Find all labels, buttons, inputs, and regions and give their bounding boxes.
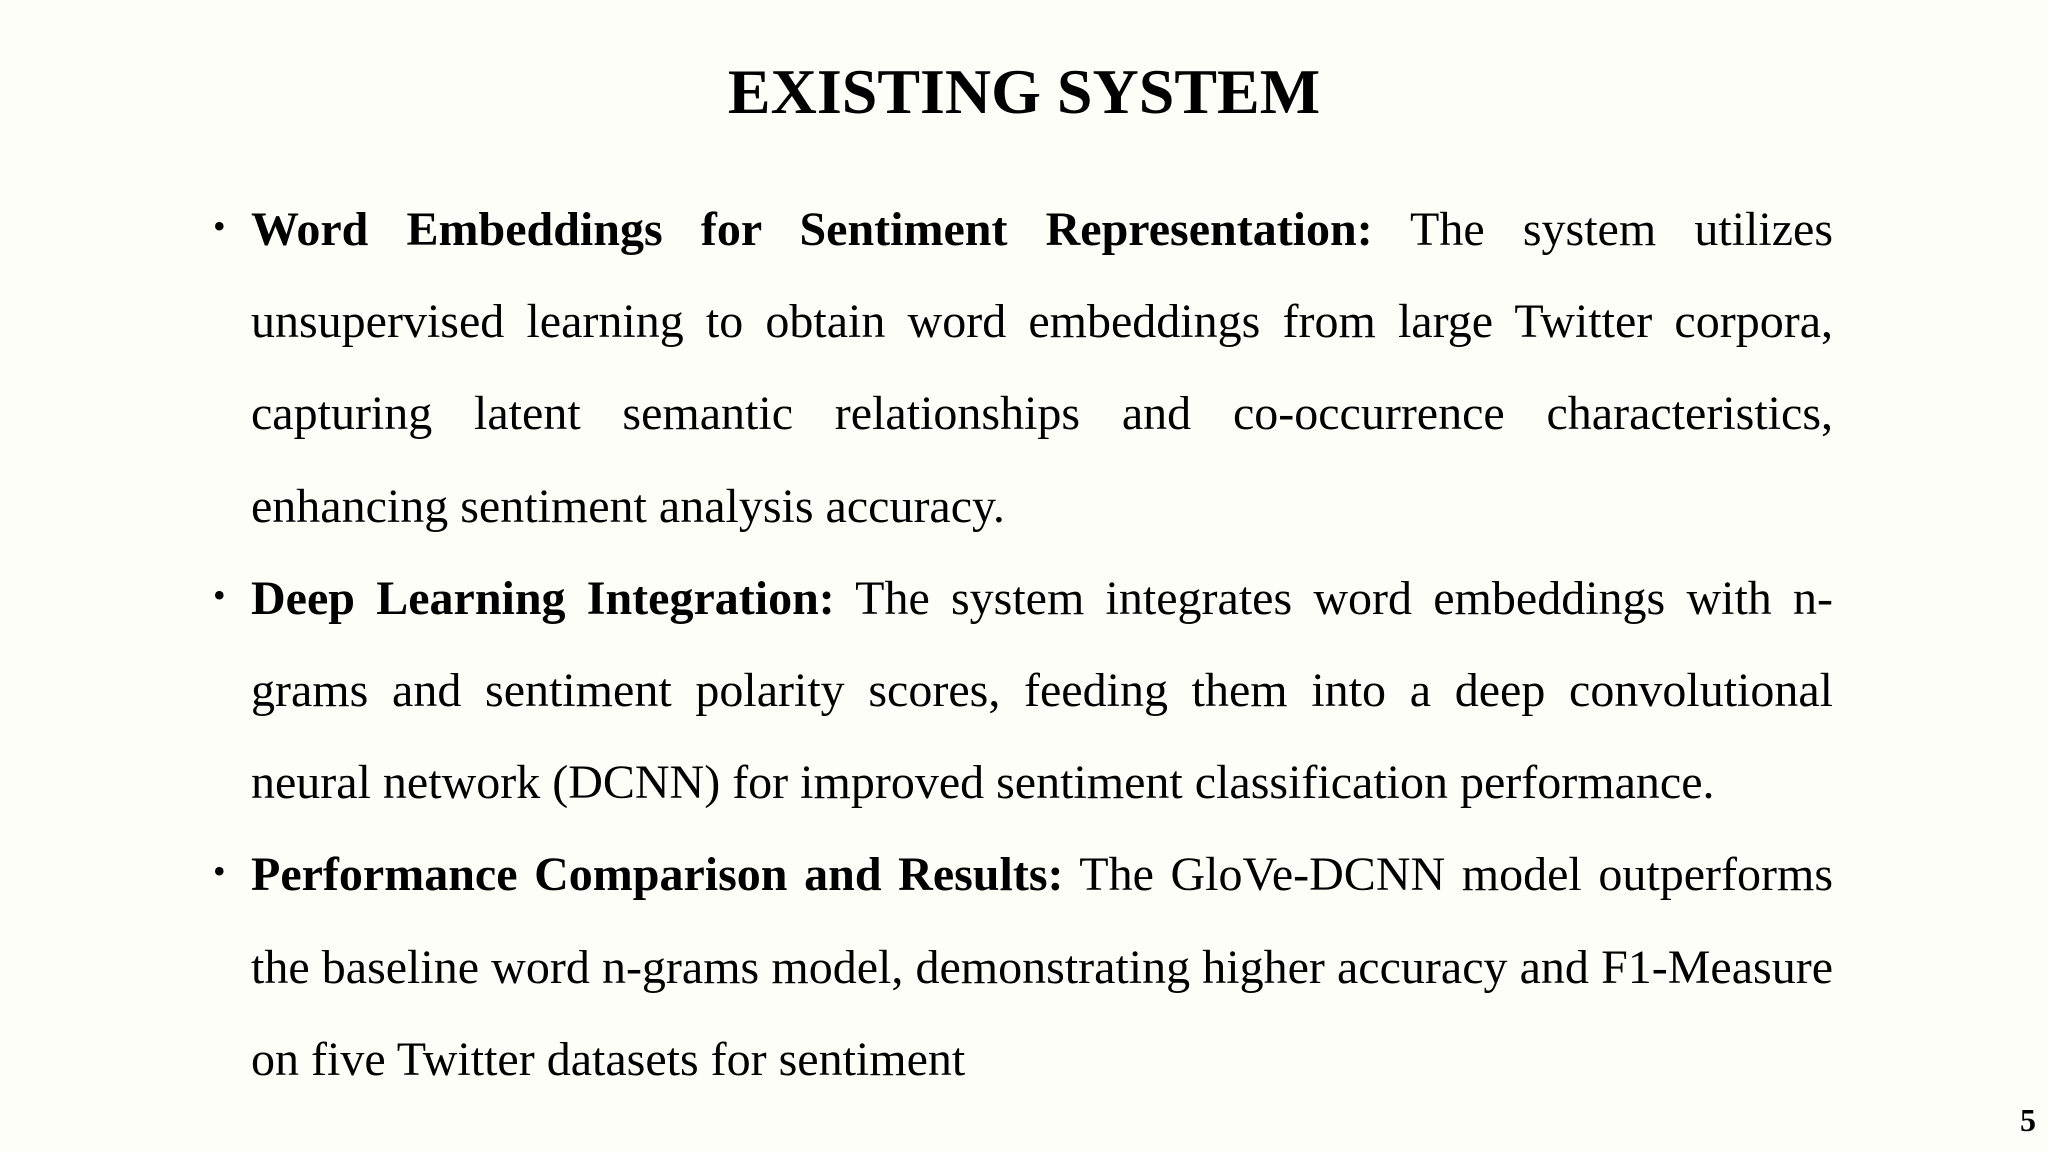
bullet-list — [213, 184, 1834, 1106]
bullet-marker: • — [213, 574, 226, 615]
bullet-term: Word Embeddings for Sentiment Representation: — [251, 203, 1373, 256]
bullet-text: The system integrates word embeddings with n-grams and sentiment polarity scores, feeding them into a deep convolutional neural network (DCNN) for improved sentiment classification performance. — [251, 571, 1834, 810]
bullet-marker: • — [213, 206, 226, 246]
bullet-text: The GloVe-DCNN model outperforms the baseline word n-grams model, demonstrating higher accuracy and F1-Measure on five Twitter datasets for sentiment — [251, 848, 1833, 1086]
bullet-marker: • — [213, 851, 226, 892]
bullet-term: Deep Learning Integration: — [251, 571, 835, 625]
bullet-item-performance — [213, 829, 1833, 1106]
bullet-term: Performance Comparison and Results: — [251, 848, 1064, 902]
bullet-item-word-embeddings — [213, 184, 1833, 553]
bullet-text: The system utilizes unsupervised learning to obtain word embeddings from large Twitter corpora, capturing latent semantic relationships and co-occurrence characteristics, enhancing sentiment analysis accuracy. — [251, 203, 1833, 533]
page-number: 5 — [2020, 1102, 2036, 1138]
slide-title: EXISTING SYSTEM — [727, 56, 1321, 127]
bullet-item-deep-learning — [213, 553, 1834, 830]
